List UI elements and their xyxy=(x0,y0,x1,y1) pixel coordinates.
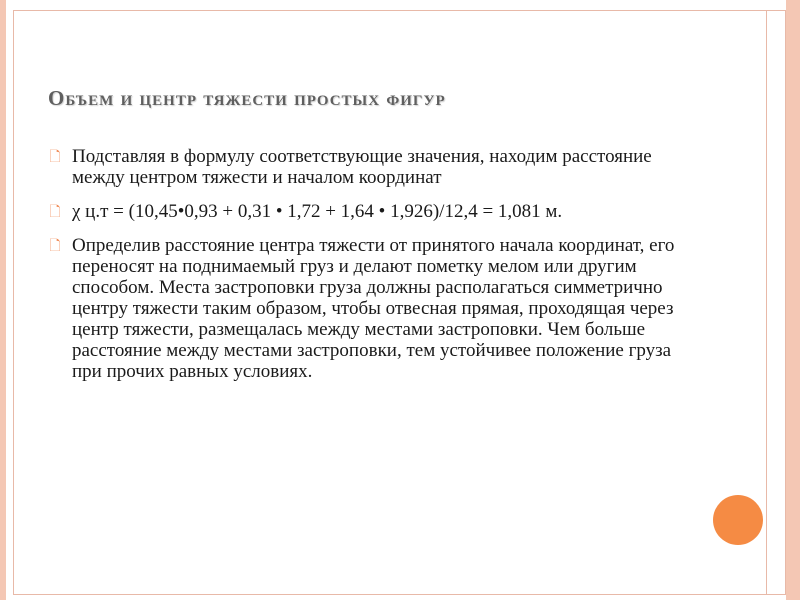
bullet-icon: 🗋 xyxy=(49,239,61,254)
bullet-icon: 🗋 xyxy=(49,205,61,220)
bullet-text: χ ц.т = (10,45•0,93 + 0,31 • 1,72 + 1,64 • 1,926)/12,4 = 1,081 м. xyxy=(72,201,563,222)
bullet-text: Определив расстояние центра тяжести от принятого начала координат, его переносят на поднимаемый груз и делают пометку мелом или другим способом. Места застроповки груза должны располагаться симметрично центру тяжести таким образом, чтобы отвесная прямая, проходящая через центр тяжести, размещалась между местами застроповки. Чем больше расстояние между местами застроповки, тем устойчивее положение груза при прочих равных условиях. xyxy=(72,235,675,382)
bullet-list xyxy=(46,146,686,395)
right-accent-bar xyxy=(786,0,800,600)
bullet-item-1 xyxy=(46,146,686,188)
bullet-text: Подставляя в формулу соответствующие значения, находим расстояние между центром тяжести и началом координат xyxy=(72,146,652,188)
bullet-item-2 xyxy=(46,201,686,222)
bullet-icon: 🗋 xyxy=(49,150,61,165)
left-accent-bar xyxy=(0,0,6,600)
slide-title: Объем и центр тяжести простых фигур xyxy=(48,86,446,110)
bullet-item-3 xyxy=(46,235,686,382)
orange-circle-icon xyxy=(713,495,763,545)
slide-frame-right-strip xyxy=(766,10,786,595)
